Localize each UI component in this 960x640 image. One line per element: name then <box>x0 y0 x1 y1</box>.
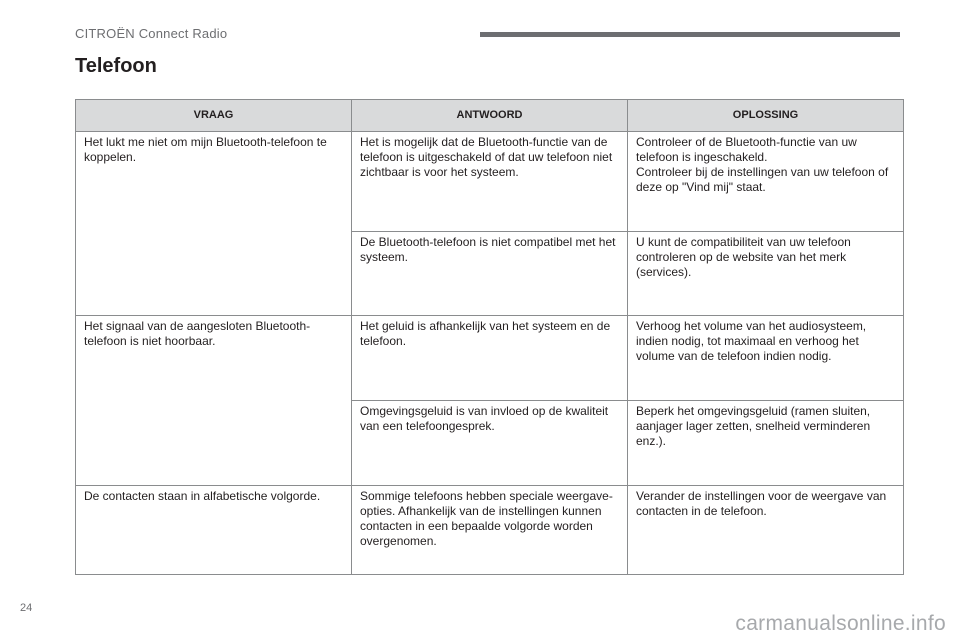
answer-cell: Sommige telefoons hebben speciale weergave-opties. Afhankelijk van de instellingen kunnen contacten in een bepaalde volgorde worden overgenomen. <box>352 486 628 575</box>
watermark: carmanualsonline.info <box>735 612 946 635</box>
page-number: 24 <box>20 602 33 614</box>
troubleshooting-table <box>75 99 904 575</box>
question-cell: Het lukt me niet om mijn Bluetooth-telefoon te koppelen. <box>76 132 352 316</box>
column-header-solution: OPLOSSING <box>628 100 904 132</box>
answer-cell: De Bluetooth-telefoon is niet compatibel met het systeem. <box>352 232 628 316</box>
solution-cell: Verander de instellingen voor de weergave van contacten in de telefoon. <box>628 486 904 575</box>
solution-cell: Controleer of de Bluetooth-functie van uw telefoon is ingeschakeld. Controleer bij de instellingen van uw telefoon of deze op "Vind mij" staat. <box>628 132 904 232</box>
table-row <box>76 132 904 232</box>
column-header-answer: ANTWOORD <box>352 100 628 132</box>
solution-cell: U kunt de compatibiliteit van uw telefoon controleren op de website van het merk (services). <box>628 232 904 316</box>
table-row <box>76 316 904 401</box>
answer-cell: Omgevingsgeluid is van invloed op de kwaliteit van een telefoongesprek. <box>352 401 628 486</box>
header-divider-bar <box>480 32 900 37</box>
solution-cell: Verhoog het volume van het audiosysteem, indien nodig, tot maximaal en verhoog het volume van de telefoon indien nodig. <box>628 316 904 401</box>
manual-title: CITROËN Connect Radio <box>75 26 228 41</box>
page-title: Telefoon <box>75 55 157 77</box>
answer-cell: Het is mogelijk dat de Bluetooth-functie van de telefoon is uitgeschakeld of dat uw telefoon niet zichtbaar is voor het systeem. <box>352 132 628 232</box>
solution-cell: Beperk het omgevingsgeluid (ramen sluiten, aanjager lager zetten, snelheid verminderen enz.). <box>628 401 904 486</box>
question-cell: De contacten staan in alfabetische volgorde. <box>76 486 352 575</box>
question-cell: Het signaal van de aangesloten Bluetooth-telefoon is niet hoorbaar. <box>76 316 352 486</box>
table-header-row <box>76 100 904 132</box>
answer-cell: Het geluid is afhankelijk van het systeem en de telefoon. <box>352 316 628 401</box>
table-row <box>76 486 904 575</box>
column-header-question: VRAAG <box>76 100 352 132</box>
